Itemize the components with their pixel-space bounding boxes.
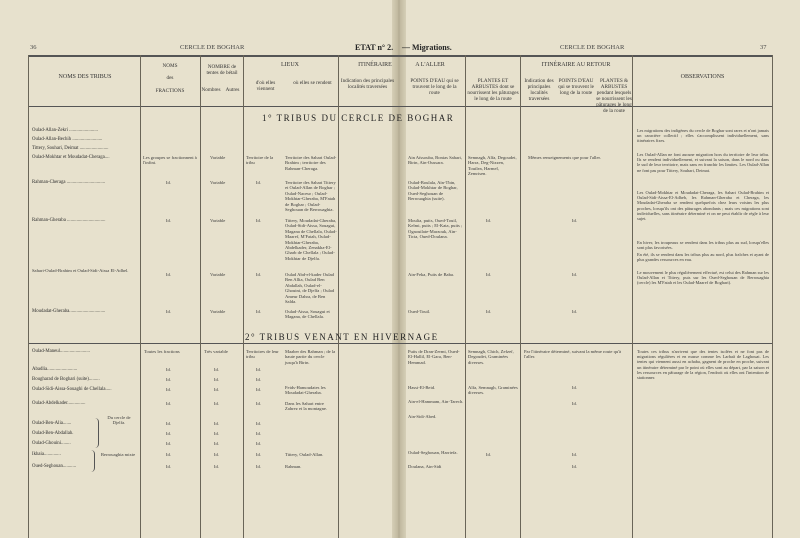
- col-header-noms: NOMS: [162, 63, 178, 69]
- tribe-name: Oulad-Mokhtar et Moudadat-Cheraga....: [32, 155, 110, 160]
- fraction-cell: Les groupes se fractionnent à l'infini.: [143, 155, 197, 166]
- col-header-nombres: Nombres: [201, 87, 221, 93]
- col-header-from: d'où elles viennent: [255, 80, 276, 92]
- col-header-tribus: NOMS DES TRIBUS: [58, 74, 112, 80]
- fraction-cell: Id.: [166, 421, 171, 426]
- water-cell: Ain-Sidi-Abed.: [408, 414, 437, 419]
- count-cell: Id.: [214, 464, 219, 469]
- col-header-des: des: [166, 75, 174, 81]
- col-header-plantes: PLANTES ET ARBUSTES dont se nourrissent les pâturages le long de la route: [467, 78, 519, 102]
- destination-cell: Territoire des Sahari Oulad-Brahim ; territoire des Rahman-Cheraga.: [285, 155, 337, 171]
- count-cell: Id.: [214, 377, 219, 382]
- water-cell: Oued-Touil.: [408, 309, 431, 314]
- col-header-autres: Autres: [225, 87, 240, 93]
- destination-cell: Rahman.: [285, 464, 302, 469]
- count-cell: Id.: [214, 452, 219, 457]
- destination-cell: Dans les Sahari entre Zahrez et la montagne.: [285, 401, 328, 412]
- observation-paragraph: Les migrations des indigènes du cercle de Boghar sont rares et n'ont jamais un caractère collectif ; elles s'accomplissent individuellement, sans itinéraires fixes.: [637, 128, 769, 144]
- observation-paragraph: En hiver, les troupeaux se rendent dans les tribus plus au sud, lorsqu'elles sont plus favorisées.: [637, 240, 769, 251]
- tribe-name: Oulad-Allan-Zekri ........................: [32, 128, 98, 133]
- tribe-name: Rahman-Gheraba ................................: [32, 218, 106, 223]
- tribe-name: Ikhaia..............: [32, 452, 61, 457]
- plants-cell: Id.: [486, 272, 491, 277]
- fraction-cell: Id.: [166, 367, 171, 372]
- destination-cell: Tittery, Oulad-Allan.: [285, 452, 324, 457]
- origin-cell: Id.: [256, 218, 261, 223]
- section-title-1: 1° TRIBUS DU CERCLE DE BOGHAR: [262, 113, 455, 123]
- water-cell: Oulad-Boulala, Aïn-Tbin, Oulad-Mokhtar de Boghar, Oued-Seghouan de Berrouaghia (suite).: [408, 180, 458, 202]
- tribe-name: Oulad-Ben-Abdallah.: [32, 431, 74, 436]
- water-cell: Ain-Feka, Puits de Baba.: [408, 272, 455, 277]
- tribe-name: Oulad-Ben-Alia.......: [32, 421, 72, 426]
- col-header-to: où elles se rendent: [293, 80, 332, 86]
- plants-cell: Id.: [486, 309, 491, 314]
- return-cell: Id.: [572, 464, 577, 469]
- tribe-name: Tittery, Souhari, Deimat ........................: [32, 146, 109, 151]
- header-title-left: CERCLE DE BOGHAR: [180, 44, 245, 51]
- header-migrations: — Migrations.: [402, 43, 452, 52]
- destination-cell: Territoire des Sahari Tittery et Oulad-Allan de Boghar ; Oulad-Naceur ; Oulad-Mokhtar-Gheraba, M'Fatah de Boghar ; Oulad-Seghouan de Berrouaghia.: [285, 180, 336, 213]
- origin-cell: Id.: [256, 401, 261, 406]
- tribe-name: Oulad-Abdelkader...............: [32, 401, 86, 406]
- col-header-retour-plantes: PLANTES & ARBUSTES pendant lesquels se nourrissent les pâturages le long de la route: [596, 78, 632, 114]
- water-cell: Oulad-Seghouan, Harriefa.: [408, 450, 458, 455]
- fraction-cell: Toutes les fractions: [144, 349, 180, 354]
- water-cell: Doulana, Ain-Sidi: [408, 464, 442, 469]
- group-label: Berrouaghia mixte: [100, 452, 136, 457]
- count-cell: Variable: [210, 309, 226, 314]
- return-cell: Id.: [572, 452, 577, 457]
- group-brace: [90, 450, 95, 472]
- origin-cell: Id.: [256, 441, 261, 446]
- count-cell: Variable: [210, 272, 226, 277]
- origin-cell: Territoires de leur tribu: [246, 349, 279, 360]
- group-brace: [94, 418, 99, 448]
- col-header-retour: ITINÉRAIRE AU RETOUR: [541, 62, 611, 68]
- origin-cell: Id.: [256, 180, 261, 185]
- destination-cell: Oulad Abd-el-kader Oulad Ben Allia, Oulad Ben Abdallah, Oulad-el-Ghouini, de Djelfa ; Oulad Ameur Dahra, de Ben Salda.: [285, 272, 335, 305]
- origin-cell: Id.: [256, 387, 261, 392]
- fraction-cell: Id.: [166, 431, 171, 436]
- water-cell: Ain Aïssouba, Bonias Sahari, Birin, Aïn-Oussara.: [408, 155, 462, 166]
- fraction-cell: Id.: [166, 464, 171, 469]
- fraction-cell: Id.: [166, 441, 171, 446]
- destination-cell: Feids-Hamoudates les Moudadat-Gheraba.: [285, 385, 326, 396]
- fraction-cell: Id.: [166, 272, 171, 277]
- origin-cell: Id.: [256, 464, 261, 469]
- header-etat: ETAT n° 2.: [355, 43, 394, 52]
- col-header-aller: A L'ALLER: [415, 62, 445, 68]
- count-cell: Id.: [214, 367, 219, 372]
- tribe-name: Sahari-Oulad-Brahim et Oulad-Sidi-Aissa El-Adhel.: [32, 268, 129, 273]
- destination-cell: Oulad-Aissa, Souagui et Magana, de Chellala.: [285, 309, 330, 320]
- fraction-cell: Id.: [166, 309, 171, 314]
- fraction-cell: Id.: [166, 401, 171, 406]
- plants-cell: Semnagh, Chich, Zefzef, Degoudet, Graminées diverses.: [468, 349, 514, 365]
- origin-cell: Territoire de la tribu: [246, 155, 274, 166]
- col-header-localites: Indication des principales localités traversées: [340, 78, 395, 90]
- plants-cell: Id.: [486, 452, 491, 457]
- destination-cell: Tittery, Moudadat-Gheraba, Oulad-Sidi-Aissa, Souagui, Magana de Chellala, Oulad-Maaref, M'Fatah, Oulad-Mokhtar-Gheraba, Abdelkader, Zenakha-El-Gharb de Chellala ; Oulad-Mokhtar de Djelfa.: [285, 218, 337, 261]
- return-cell: Mêmes renseignements que pour l'aller.: [528, 155, 601, 160]
- count-cell: Variable: [210, 155, 226, 160]
- table-border-right: [772, 55, 773, 538]
- header-title-right: CERCLE DE BOGHAR: [560, 44, 625, 51]
- observation-paragraph: Les Oulad-Mokhtar et Moudadat-Cheraga, les Sahari Oulad-Brahim et Oulad-Sidi-Aissa-El-Adheb, les Rahman-Gheraba et Cheraga, les Moudadat-Gheraba se rendent quelquefois chez leurs voisins les plus proches, lorsqu'ils ont des pâturages abondants ; mais ces migrations sont individuelles, sans itinéraire déterminé et on ne peut établir de règle à leur sujet.: [637, 190, 769, 222]
- fraction-cell: Id.: [166, 218, 171, 223]
- page-number-right: 37: [760, 44, 767, 51]
- return-cell: Par l'itinéraire déterminé, suivant la même route qu'à l'aller.: [524, 349, 622, 360]
- tribe-name: Oulad-Sidi-Aissa-Souaghi de Chellala.....: [32, 387, 112, 392]
- return-cell: Id.: [572, 309, 577, 314]
- return-cell: Id.: [572, 401, 577, 406]
- col-header-retour-eau: POINTS D'EAU qui se trouvent le long de la route: [558, 78, 594, 96]
- col-header-observations: OBSERVATIONS: [680, 74, 725, 80]
- fraction-cell: Id.: [166, 452, 171, 457]
- tribe-name: Oulad-Maneul.........................: [32, 349, 90, 354]
- tribe-name: Oued-Seghouan...........: [32, 464, 77, 469]
- water-cell: Puits de Dran-Zermt, Oued-El-Hallil, El-Gara, Ben-Hemmad.: [408, 349, 460, 365]
- count-cell: Id.: [214, 421, 219, 426]
- fraction-cell: Id.: [166, 377, 171, 382]
- count-cell: Très variable: [204, 349, 228, 354]
- count-cell: Id.: [214, 387, 219, 392]
- col-header-retour-localites: Indication des principales localités traversées: [524, 78, 554, 102]
- count-cell: Id.: [214, 401, 219, 406]
- plants-cell: Alfa, Semnagh, Graminées diverses.: [468, 385, 518, 396]
- origin-cell: Id.: [256, 367, 261, 372]
- observation-paragraph: Le mouvement le plus régulièrement effectué, est celui des Rahman sur les Oulad-Allan et Tittery, puis sur les Oued-Seghouan de Berrouaghia (cercle) les M'Fatah et les Oulad-Maaref de Boghari).: [637, 270, 769, 286]
- return-cell: Id.: [572, 385, 577, 390]
- observation-paragraph: En été, ils se rendent dans les tribus plus au nord, plus fraîches et ayant de plus grandes ressources en eau.: [637, 252, 769, 263]
- col-divider: [140, 55, 141, 538]
- col-header-lieux: LIEUX: [281, 62, 299, 68]
- col-header-points-eau: POINTS D'EAU qui se trouvent le long de la route: [410, 78, 459, 96]
- col-divider: [243, 55, 244, 538]
- col-header-fractions: FRACTIONS: [155, 88, 185, 94]
- col-divider: [465, 55, 466, 538]
- col-header-itineraire: ITINÉRAIRE: [358, 62, 392, 68]
- section-title-2: 2° TRIBUS VENANT EN HIVERNAGE: [245, 332, 439, 342]
- water-cell: Ain-el-Hammam, Ain-Tarech.: [408, 399, 464, 404]
- fraction-cell: Id.: [166, 180, 171, 185]
- page-number-left: 36: [30, 44, 37, 51]
- tribe-name: Bougharad de Boghari (suite).........: [32, 377, 100, 382]
- count-cell: Variable: [210, 218, 226, 223]
- plants-cell: Semnagh, Alfa, Degoudet, Harra, Deg-Nizzen, Touilea, Harmel, Zemrisen.: [468, 155, 517, 177]
- return-cell: Id.: [572, 218, 577, 223]
- table-border-left: [28, 55, 29, 538]
- tribe-name: Oulad-Ghouini........: [32, 441, 71, 446]
- origin-cell: Id.: [256, 377, 261, 382]
- tribe-name: Rahman-Cheraga ................................: [32, 180, 106, 185]
- water-cell: Hassi-El-Beid.: [408, 385, 436, 390]
- origin-cell: Id.: [256, 421, 261, 426]
- col-divider: [520, 55, 521, 538]
- tribe-name: Moudadat-Gheraba..............................: [32, 309, 106, 314]
- group-label: Du cercle de Djelfa.: [107, 415, 131, 426]
- tribe-name: Abadlia.........................: [32, 367, 78, 372]
- water-cell: Moulia, puits, Oued-Touil, Kelmi, puits ; El-Kata, puits ; Ogaouilate-Marzouk, Aïn-Ticta, Oued-Doulana.: [408, 218, 463, 240]
- plants-cell: Id.: [486, 218, 491, 223]
- col-divider: [338, 55, 339, 538]
- origin-cell: Id.: [256, 452, 261, 457]
- col-divider: [632, 55, 633, 538]
- tribe-name: Oulad-Allan-Bechih .........................: [32, 137, 103, 142]
- destination-cell: Maaber des Rahman ; de la haute partie du cercle jusqu'à Birin.: [285, 349, 336, 365]
- origin-cell: Id.: [256, 309, 261, 314]
- count-cell: Id.: [214, 431, 219, 436]
- count-cell: Id.: [214, 441, 219, 446]
- col-divider: [200, 55, 201, 538]
- return-cell: Id.: [572, 272, 577, 277]
- fraction-cell: Id.: [166, 387, 171, 392]
- observation-paragraph: Toutes ces tribus n'arrivent que des tentes isolées et ne font pas de migrations régulières et en masse comme les Larbaâ de Laghouat. Les tentes qui viennent aussi en achaba, gagnent de proche en proche, suivant un itinéraire déterminé par le point où elles sont au départ, par la saison et les ressources en pâturage de la région, l'endroit où elles ont l'intention de stationner.: [637, 349, 769, 381]
- col-header-nombre: NOMBRE de tentes de bétail: [206, 64, 238, 76]
- origin-cell: Id.: [256, 272, 261, 277]
- count-cell: Variable: [210, 180, 226, 185]
- origin-cell: Id.: [256, 431, 261, 436]
- observation-paragraph: Les Oulad-Allan ne font aucune migration hors du territoire de leur tribu. Ils se rendent individuellement, et suivant la saison, dans le nord ou dans le sud de leur territoire, mais sans en franchir les limites. Les Oulad-Allan ne font pas pour Tittery, Souhari, Deimat.: [637, 152, 769, 173]
